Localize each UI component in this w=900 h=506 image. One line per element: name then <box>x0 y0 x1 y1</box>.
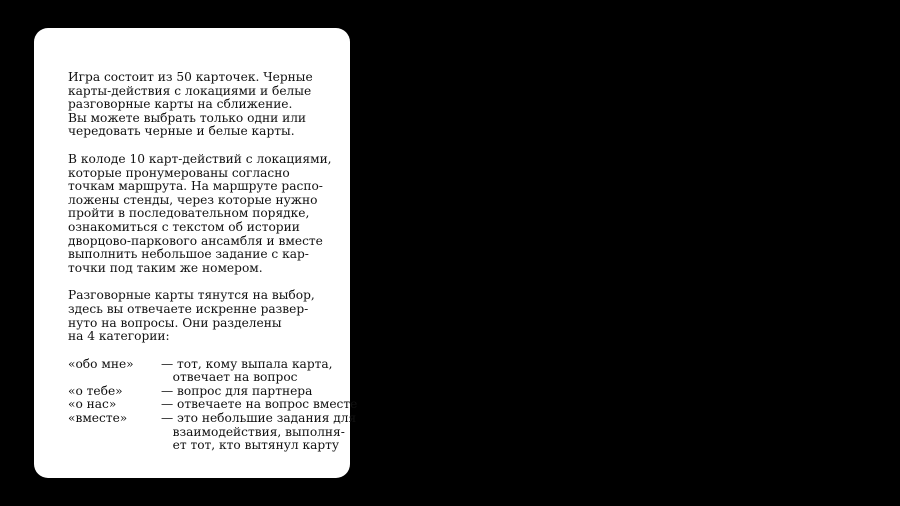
intro-paragraph <box>68 71 350 139</box>
category-term: «о тебе» <box>68 383 123 398</box>
text-line: ет тот, кто вытянул карту <box>161 438 340 453</box>
conversation-cards-paragraph <box>68 289 350 343</box>
text-line: взаимодействия, выполня- <box>161 424 345 439</box>
text-line: разговорные карты на сближение. <box>68 97 293 112</box>
category-item <box>68 358 350 385</box>
text-line: отвечает на вопрос <box>161 370 298 385</box>
category-term: «обо мне» <box>68 356 134 371</box>
category-description <box>161 358 333 385</box>
text-line: В колоде 10 карт-действий с локациями, <box>68 151 332 166</box>
rules-card <box>34 28 358 478</box>
text-line: Вы можете выбрать только одни или <box>68 110 307 125</box>
category-description <box>161 385 312 399</box>
category-term: «о нас» <box>68 397 117 412</box>
text-line: на 4 категории: <box>68 329 170 344</box>
text-line: нуто на вопросы. Они разделены <box>68 315 282 330</box>
text-line: — вопрос для партнера <box>161 383 313 398</box>
text-line: выполнить небольшое задание с кар- <box>68 247 309 262</box>
category-list <box>68 356 358 453</box>
category-item <box>68 397 358 412</box>
category-term: «вместе» <box>68 411 128 426</box>
text-line: — отвечаете на вопрос вместе <box>161 397 358 412</box>
text-line: точкам маршрута. На маршруте распо- <box>68 179 323 194</box>
text-line: которые пронумерованы согласно <box>68 165 290 180</box>
category-description <box>161 412 356 453</box>
text-line: здесь вы отвечаете искренне развер- <box>68 301 309 316</box>
text-line: — это небольшие задания для <box>161 411 357 426</box>
text-line: ложены стенды, через которые нужно <box>68 192 318 207</box>
text-line: ознакомиться с текстом об истории <box>68 219 300 234</box>
text-line: дворцово-паркового ансамбля и вместе <box>68 233 323 248</box>
text-line: пройти в последовательном порядке, <box>68 206 310 221</box>
text-line: Игра состоит из 50 карточек. Черные <box>68 70 313 84</box>
text-line: чередовать черные и белые карты. <box>68 124 295 139</box>
action-cards-paragraph <box>68 153 350 275</box>
text-line: карты-действия с локациями и белые <box>68 83 312 98</box>
category-item <box>68 411 357 453</box>
category-item <box>68 385 350 399</box>
category-description <box>161 398 357 412</box>
text-line: Разговорные карты тянутся на выбор, <box>68 288 315 303</box>
text-line: — тот, кому выпала карта, <box>161 356 333 371</box>
text-line: точки под таким же номером. <box>68 260 263 275</box>
